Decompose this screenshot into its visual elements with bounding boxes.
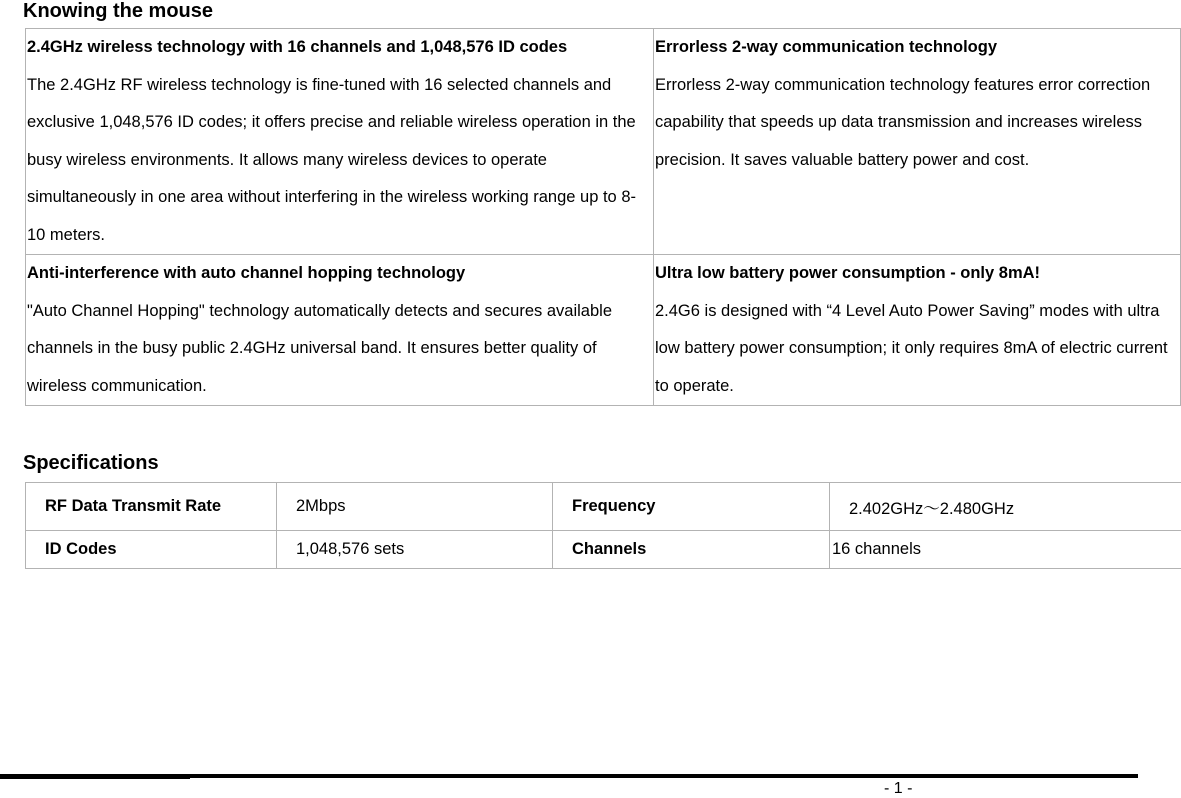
feature-text: Errorless 2-way communication technology features error correction capability that speeds up data transmission and increases wireless precision. It saves valuable battery power and cost. xyxy=(655,67,1180,180)
feature-text: "Auto Channel Hopping" technology automatically detects and secures available channels in the busy public 2.4GHz universal band. It ensures better quality of wireless communication. xyxy=(27,293,653,406)
spec-label-rf-data-transmit-rate: RF Data Transmit Rate xyxy=(26,483,277,531)
feature-cell-low-power xyxy=(654,255,1181,406)
spec-value-id-codes: 1,048,576 sets xyxy=(277,531,553,569)
feature-title: Ultra low battery power consumption - only 8mA! xyxy=(655,255,1180,293)
feature-title: 2.4GHz wireless technology with 16 channels and 1,048,576 ID codes xyxy=(27,29,653,67)
feature-text: 2.4G6 is designed with “4 Level Auto Power Saving” modes with ultra low battery power consumption; it only requires 8mA of electric current to operate. xyxy=(655,293,1180,406)
features-row xyxy=(26,29,1181,255)
footer-divider-accent xyxy=(0,778,190,779)
section-heading-knowing-the-mouse: Knowing the mouse xyxy=(23,0,213,22)
feature-title: Anti-interference with auto channel hopping technology xyxy=(27,255,653,293)
spec-label-frequency: Frequency xyxy=(553,483,830,531)
spec-row xyxy=(26,483,1181,531)
section-heading-specifications: Specifications xyxy=(23,452,159,474)
features-row xyxy=(26,255,1181,406)
spec-label-channels: Channels xyxy=(553,531,830,569)
feature-cell-anti-interference xyxy=(26,255,654,406)
spec-value-rf-data-transmit-rate: 2Mbps xyxy=(277,483,553,531)
spec-value-frequency: 2.402GHz～2.480GHz xyxy=(830,483,1181,531)
specifications-table xyxy=(25,482,1181,569)
spec-value-channels: 16 channels xyxy=(830,531,1181,569)
spec-row xyxy=(26,531,1181,569)
feature-cell-wireless xyxy=(26,29,654,255)
spec-label-id-codes: ID Codes xyxy=(26,531,277,569)
features-table xyxy=(25,28,1181,406)
feature-text: The 2.4GHz RF wireless technology is fine-tuned with 16 selected channels and exclusive 1,048,576 ID codes; it offers precise and reliable wireless operation in the busy wireless environments. It allows many wireless devices to operate simultaneously in one area without interfering in the wireless working range up to 8-10 meters. xyxy=(27,67,653,255)
page-number: - 1 - xyxy=(884,780,912,798)
feature-cell-errorless xyxy=(654,29,1181,255)
feature-title: Errorless 2-way communication technology xyxy=(655,29,1180,67)
